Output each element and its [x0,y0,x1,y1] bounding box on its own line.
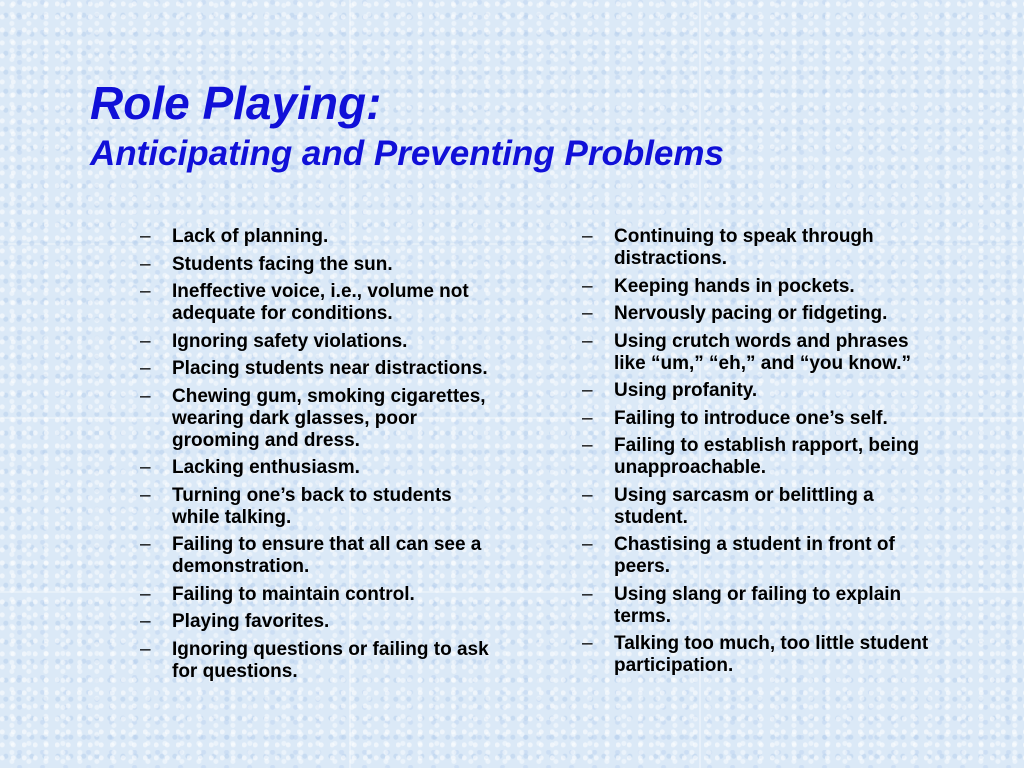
bullet-text: Lack of planning. [172,226,329,247]
left-bullet-item [140,639,495,683]
left-bullet-item [140,386,495,452]
bullet-text: Keeping hands in pockets. [614,275,855,297]
right-bullet-item [582,534,942,578]
bullet-text: Students facing the sun. [172,253,393,275]
bullet-text: Failing to establish rapport, being unapproachable. [614,435,920,478]
bullet-text: Using crutch words and phrases like “um,” “eh,” and “you know.” [614,330,912,374]
right-bullet-item [582,435,942,479]
left-bullet-item [140,584,495,606]
bullet-dash: – [582,484,593,506]
left-bullet-item [140,485,495,529]
bullet-text: Talking too much, too little student participation. [614,633,929,676]
bullet-dash: – [140,611,151,632]
bullet-dash: – [140,484,151,506]
bullet-dash: – [140,638,151,660]
bullet-text: Playing favorites. [172,611,330,632]
bullet-text: Lacking enthusiasm. [172,457,360,478]
bullet-text: Ineffective voice, i.e., volume not adequate for conditions. [172,281,469,324]
left-bullet-item [140,457,495,479]
title-subtitle: Anticipating and Preventing Problems [90,133,724,173]
bullet-dash: – [140,226,151,247]
left-bullet-item [140,331,495,353]
bullet-text: Chewing gum, smoking cigarettes, wearing dark glasses, poor grooming and dress. [172,385,486,451]
bullet-dash: – [140,358,151,379]
title-main: Role Playing: [90,77,382,129]
bullet-dash: – [582,633,593,654]
left-bullet-item [140,226,495,248]
bullet-dash: – [140,385,151,407]
bullet-text: Failing to ensure that all can see a demonstration. [172,534,482,577]
bullet-text: Continuing to speak through distractions. [614,226,874,269]
bullet-text: Placing students near distractions. [172,358,488,379]
bullet-dash: – [582,534,593,555]
right-bullet-item [582,633,942,677]
bullet-dash: – [582,380,593,401]
bullet-dash: – [582,583,593,605]
bullet-dash: – [140,281,151,302]
bullet-dash: – [140,253,151,275]
bullet-dash: – [140,583,151,605]
bullet-text: Ignoring safety violations. [172,330,408,352]
bullet-dash: – [582,226,593,247]
bullet-text: Failing to introduce one’s self. [614,407,888,429]
bullet-dash: – [140,330,151,352]
bullet-text: Nervously pacing or fidgeting. [614,303,888,324]
bullet-text: Failing to maintain control. [172,583,415,605]
bullet-dash: – [582,330,593,352]
bullet-dash: – [582,303,593,324]
bullet-dash: – [582,275,593,297]
bullet-text: Turning one’s back to students while talking. [172,484,452,528]
right-bullet-item [582,380,942,402]
right-bullet-item [582,584,942,628]
left-bullet-item [140,611,495,633]
bullet-text: Using profanity. [614,380,758,401]
bullet-text: Using slang or failing to explain terms. [614,583,902,627]
bullet-text: Using sarcasm or belittling a student. [614,484,874,528]
bullet-dash: – [582,407,593,429]
left-bullet-item [140,254,495,276]
left-bullet-item [140,534,495,578]
slide-title [90,78,724,173]
right-bullet-list [582,226,942,683]
bullet-dash: – [582,435,593,456]
left-bullet-item [140,281,495,325]
right-bullet-item [582,485,942,529]
left-bullet-item [140,358,495,380]
right-bullet-item [582,331,942,375]
bullet-dash: – [140,457,151,478]
right-bullet-item [582,226,942,270]
bullet-dash: – [140,534,151,555]
right-bullet-item [582,408,942,430]
bullet-text: Chastising a student in front of peers. [614,534,895,577]
left-bullet-list [140,226,495,688]
bullet-text: Ignoring questions or failing to ask for questions. [172,638,489,682]
right-bullet-item [582,276,942,298]
right-bullet-item [582,303,942,325]
